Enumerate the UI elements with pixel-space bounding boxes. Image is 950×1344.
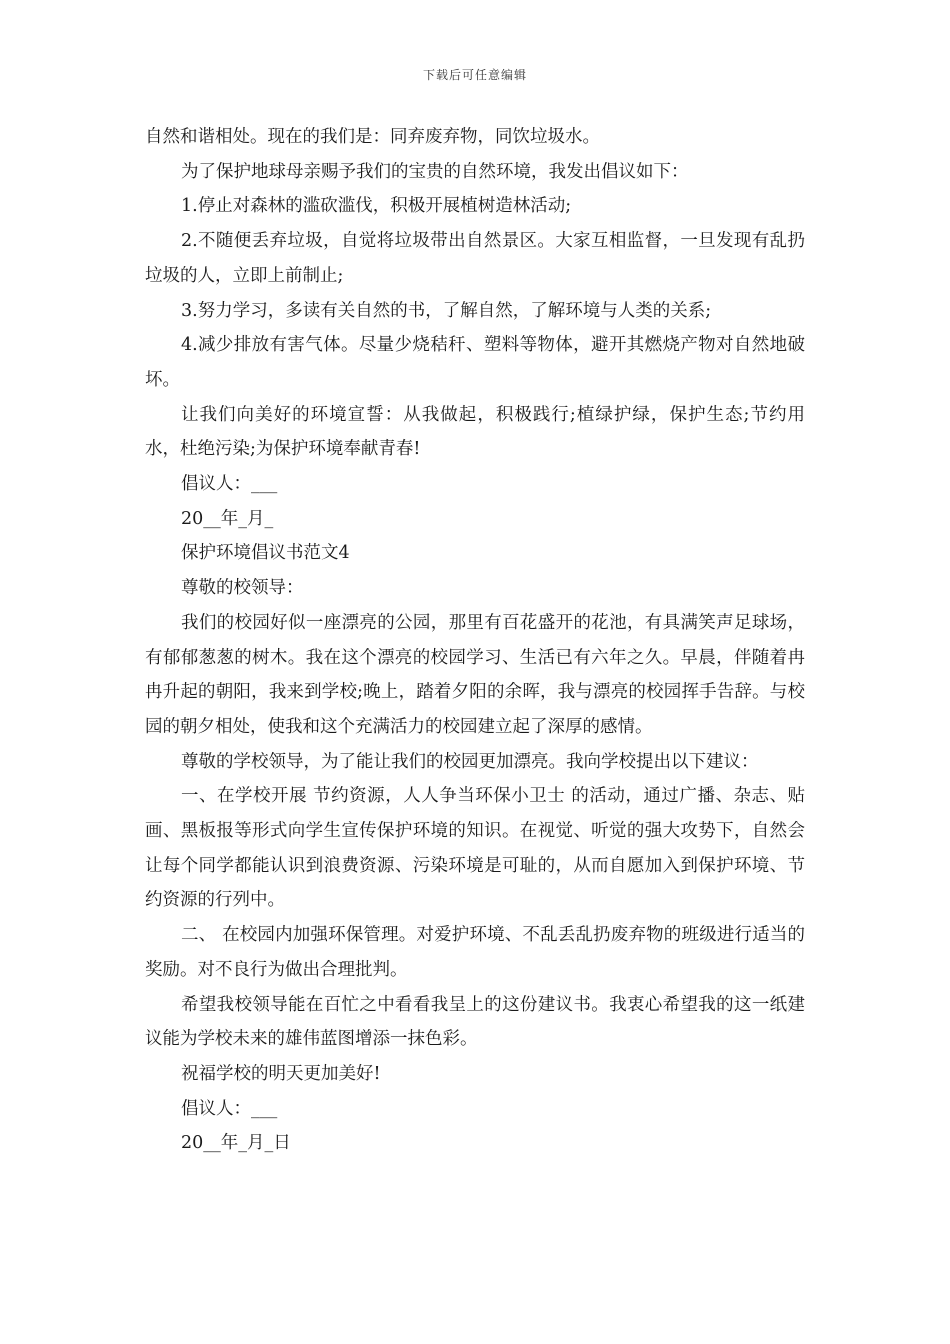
date-line: 20__年_月_日	[181, 1133, 291, 1154]
list-item: 4.减少排放有害气体。尽量少烧秸秆、塑料等物体，避开其燃烧产物对自然地破坏。	[145, 335, 805, 390]
signature-line: 倡议人：___	[181, 474, 278, 495]
paragraph: 希望我校领导能在百忙之中看看我呈上的这份建议书。我衷心希望我的这一纸建议能为学校未来的雄伟蓝图增添一抹色彩。	[145, 994, 805, 1050]
list-item: 1.停止对森林的滥砍滥伐，积极开展植树造林活动;	[181, 196, 572, 217]
signature-line: 倡议人：___	[181, 1098, 278, 1119]
list-item: 一、在学校开展 节约资源，人人争当环保小卫士 的活动，通过广播、杂志、贴画、黑板报等形式向学生宣传保护环境的知识。在视觉、听觉的强大攻势下，自然会让每个同学都能认识到浪费资源、污染环境是可耻的，从而自愿加入到保护环境、节约资源的行列中。	[145, 786, 805, 911]
list-item: 3.努力学习，多读有关自然的书，了解自然，了解环境与人类的关系;	[181, 300, 712, 321]
paragraph: 自然和谐相处。现在的我们是：同弃废弃物，同饮垃圾水。	[145, 127, 600, 147]
header-note: 下载后可任意编辑	[422, 68, 527, 82]
list-item: 2.不随便丢弃垃圾，自觉将垃圾带出自然景区。大家互相监督，一旦发现有乱扔垃圾的人，立即上前制止;	[145, 231, 805, 286]
paragraph: 我们的校园好似一座漂亮的公园，那里有百花盛开的花池，有具满笑声足球场，有郁郁葱葱的树木。我在这个漂亮的校园学习、生活已有六年之久。早晨，伴随着冉冉升起的朝阳，我来到学校;晚上，踏着夕阳的余晖，我与漂亮的校园挥手告辞。与校园的朝夕相处，使我和这个充满活力的校园建立起了深厚的感情。	[145, 612, 805, 737]
paragraph: 为了保护地球母亲赐予我们的宝贵的自然环境，我发出倡议如下：	[181, 161, 689, 182]
paragraph: 让我们向美好的环境宣誓：从我做起，积极践行;植绿护绿，保护生态;节约用水，杜绝污染;为保护环境奉献青春!	[145, 404, 805, 460]
document-body	[145, 120, 805, 1161]
section-title: 保护环境倡议书范文4	[181, 543, 350, 564]
salutation: 尊敬的校领导：	[181, 578, 304, 599]
paragraph: 尊敬的学校领导，为了能让我们的校园更加漂亮。我向学校提出以下建议：	[181, 751, 759, 772]
date-line: 20__年_月_	[181, 508, 274, 529]
closing-line: 祝福学校的明天更加美好!	[181, 1063, 381, 1084]
list-item: 二、 在校园内加强环保管理。对爱护环境、不乱丢乱扔废弃物的班级进行适当的奖励。对不良行为做出合理批判。	[145, 925, 805, 980]
